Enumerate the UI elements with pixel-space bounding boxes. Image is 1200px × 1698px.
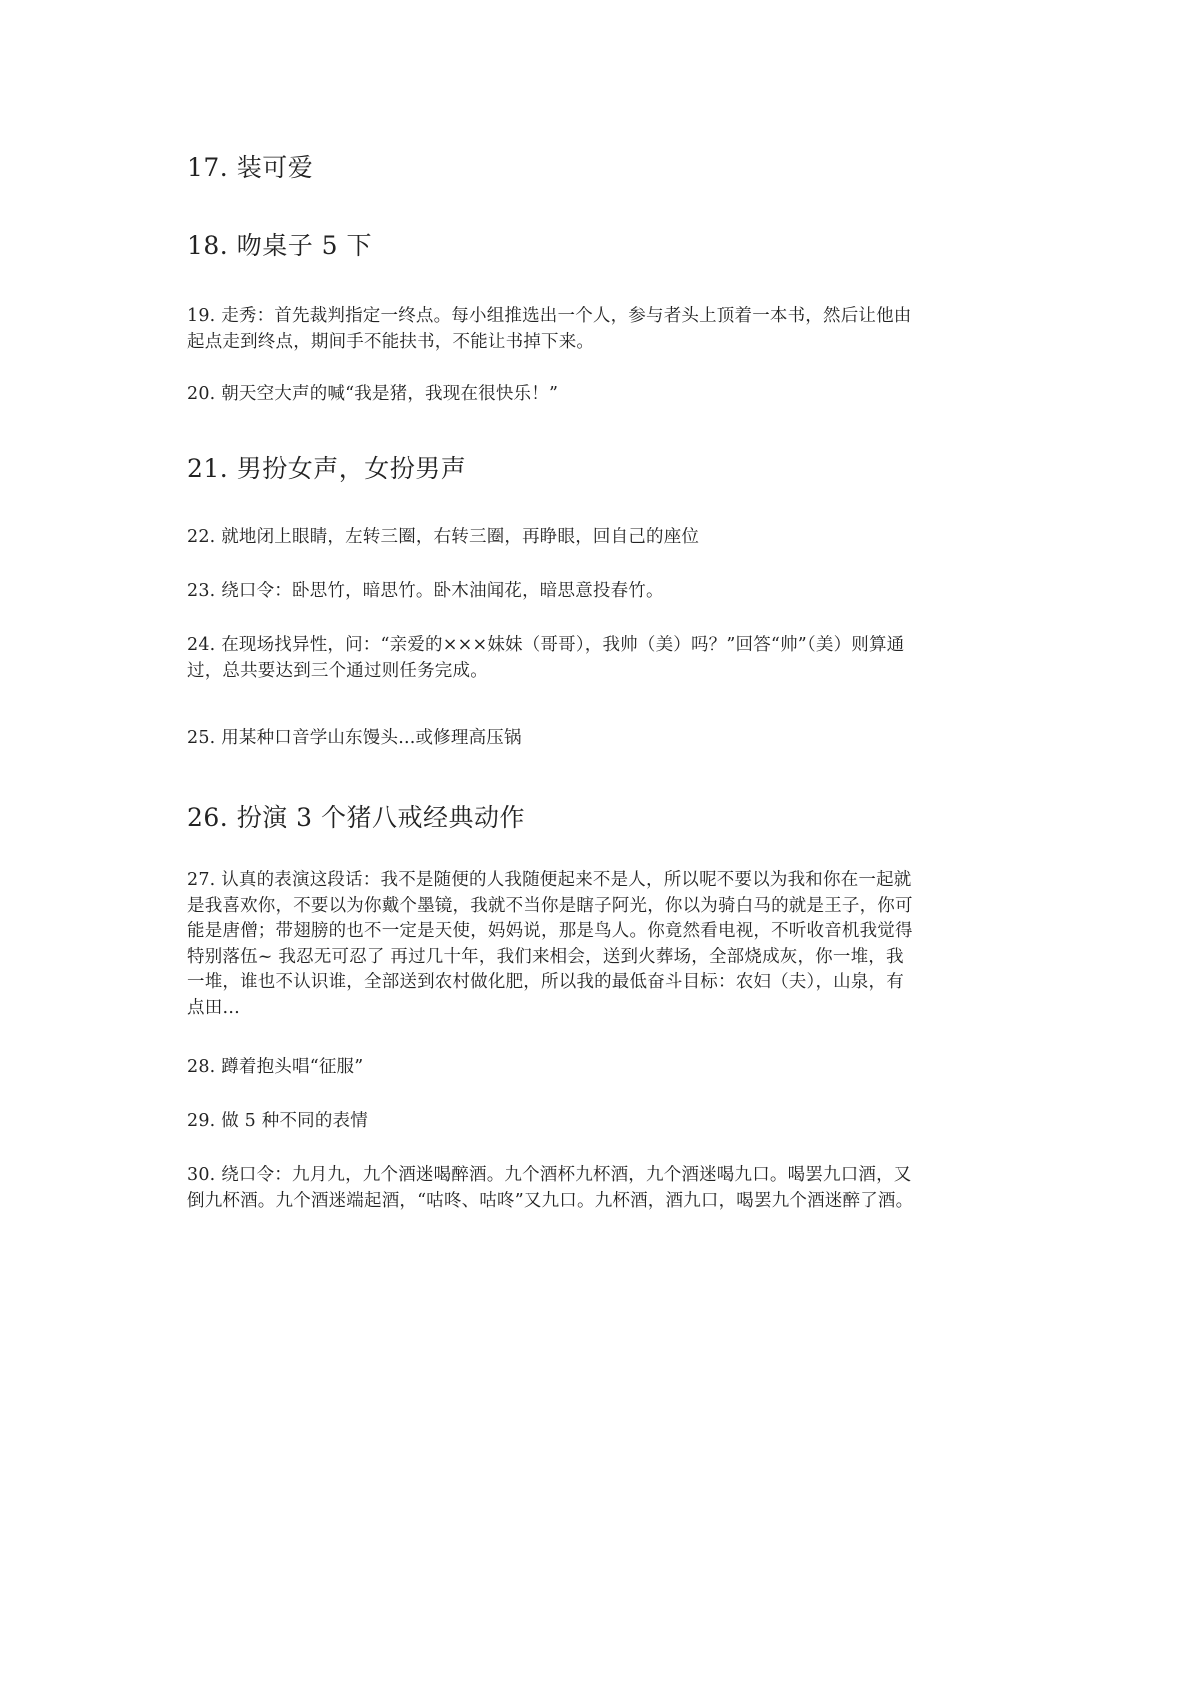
- list-item-27: 27. 认真的表演这段话：我不是随便的人我随便起来不是人，所以呢不要以为我和你在一起就是我喜欢你，不要以为你戴个墨镜，我就不当你是瞎子阿光，你以为骑白马的就是王子，你可能是唐僧；带翅膀的也不一定是天使，妈妈说，那是鸟人。你竟然看电视，不听收音机我觉得特别落伍~ 我忍无可忍了 再过几十年，我们来相会，送到火葬场，全部烧成灰，你一堆，我一堆，谁也不认识谁，全部送到农村做化肥，所以我的最低奋斗目标：农妇（夫），山泉，有点田…: [187, 870, 913, 1018]
- list-item-20: 20. 朝天空大声的喊“我是猪，我现在很快乐！”: [187, 384, 559, 404]
- list-item-19: 19. 走秀：首先裁判指定一终点。每小组推选出一个人，参与者头上顶着一本书，然后让他由起点走到终点，期间手不能扶书，不能让书掉下来。: [187, 306, 912, 352]
- list-item-23: 23. 绕口令：卧思竹，暗思竹。卧木油闻花，暗思意投春竹。: [187, 581, 664, 601]
- list-item-24: 24. 在现场找异性，问：“亲爱的×××妹妹（哥哥），我帅（美）吗？”回答“帅”（美）则算通过，总共要达到三个通过则任务完成。: [187, 635, 905, 681]
- list-item-28: 28. 蹲着抱头唱“征服”: [187, 1057, 364, 1077]
- list-item-29: 29. 做 5 种不同的表情: [187, 1111, 368, 1131]
- list-item-25: 25. 用某种口音学山东馒头...或修理高压锅: [187, 728, 522, 748]
- list-item-18: 18. 吻桌子 5 下: [187, 231, 373, 260]
- list-item-22: 22. 就地闭上眼睛，左转三圈，右转三圈，再睁眼，回自己的座位: [187, 527, 700, 547]
- list-item-17: 17. 装可爱: [187, 153, 314, 182]
- list-item-30: 30. 绕口令：九月九，九个酒迷喝醉酒。九个酒杯九杯酒，九个酒迷喝九口。喝罢九口酒，又倒九杯酒。九个酒迷端起酒，“咕咚、咕咚”又九口。九杯酒，酒九口，喝罢九个酒迷醉了酒。: [187, 1165, 914, 1211]
- list-item-26: 26. 扮演 3 个猪八戒经典动作: [187, 803, 526, 832]
- list-item-21: 21. 男扮女声，女扮男声: [187, 454, 467, 483]
